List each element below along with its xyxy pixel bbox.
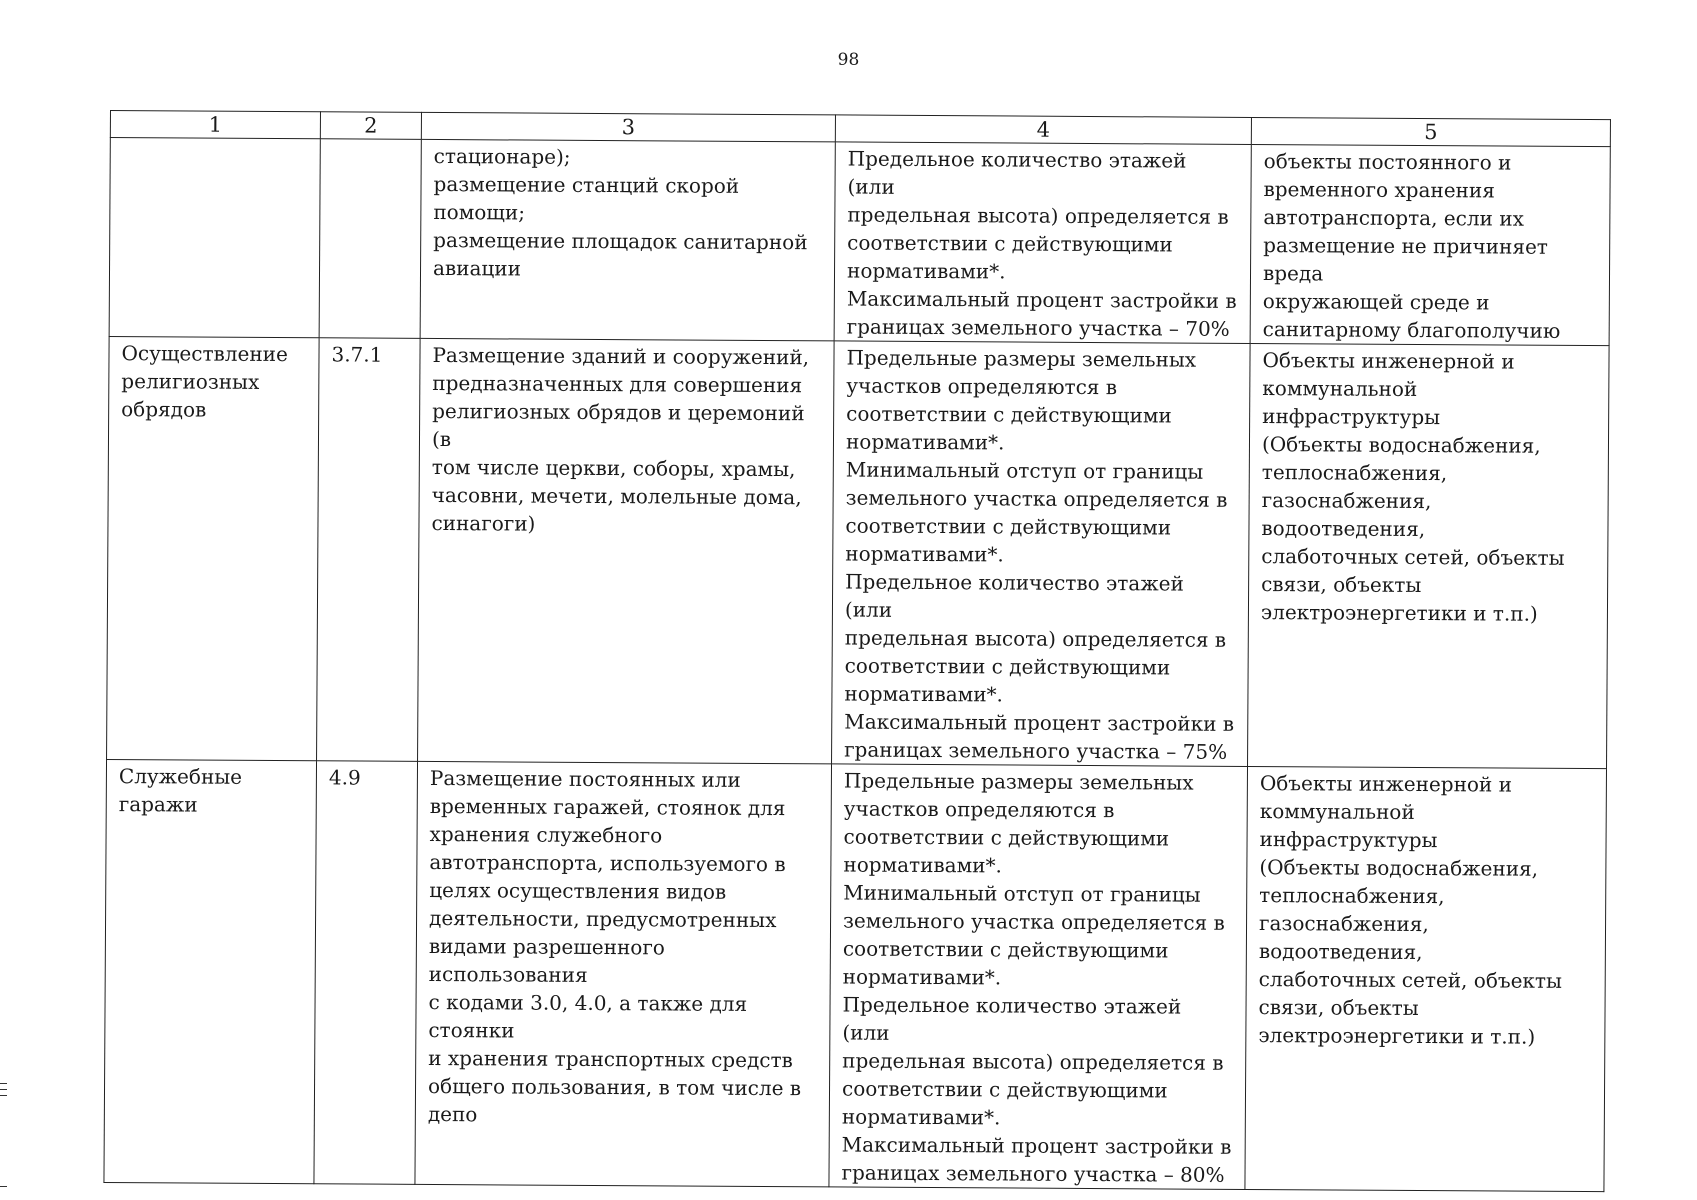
auxiliary-uses-cell: объекты постоянного и временного хранения автотранспорта, если их размещение не причиняет вреда окружающей среде и санитарному благополучию (1250, 144, 1610, 345)
use-code-cell: 4.9 (314, 761, 418, 1185)
land-use-table (103, 110, 1611, 1192)
use-code-cell: 3.7.1 (317, 338, 421, 762)
page-number: 98 (837, 50, 860, 70)
use-code-cell (319, 139, 421, 339)
use-name-cell: Служебные гаражи (104, 759, 317, 1183)
use-description-cell: Размещение постоянных или временных гаражей, стоянок для хранения служебного автотранспорта, используемого в целях осуществления видов деятельности, предусмотренных видами разрешенного использования с кодами 3.0, 4.0, а также для стоянки и хранения транспортных средств общего пользования, в том числе в депо (415, 761, 832, 1187)
parameters-cell: Предельные размеры земельных участков определяются в соответствии с действующими нормативами*. Минимальный отступ от границы земельного участка определяется в соответствии с действующими нормативами*. Предельное количество этажей (или предельная высота) определяется в соответствии с действующими нормативами*. Максимальный процент застройки в границах земельного участка – 75% (832, 341, 1251, 767)
scan-edge-mark (0, 1089, 7, 1090)
scan-edge-mark (0, 1083, 7, 1084)
use-description-cell: стационаре); размещение станций скорой помощи; размещение площадок санитарной авиации (420, 139, 835, 341)
header-col-4: 4 (835, 115, 1251, 145)
parameters-cell: Предельное количество этажей (или предельная высота) определяется в соответствии с действующими нормативами*. Максимальный процент застройки в границах земельного участка – 70% (834, 142, 1251, 344)
parameters-cell: Предельные размеры земельных участков определяются в соответствии с действующими нормативами*. Минимальный отступ от границы земельного участка определяется в соответствии с действующими нормативами*. Предельное количество этажей (или предельная высота) определяется в соответствии с действующими нормативами*. Максимальный процент застройки в границах земельного участка – 80% (829, 764, 1248, 1190)
header-col-2: 2 (320, 112, 421, 140)
use-name-cell: Осуществление религиозных обрядов (107, 336, 320, 760)
use-description-cell: Размещение зданий и сооружений, предназначенных для совершения религиозных обрядов и церемоний (в том числе церкви, соборы, храмы, часовни, мечети, молельные дома, синагоги) (418, 338, 835, 764)
auxiliary-uses-cell: Объекты инженерной и коммунальной инфраструктуры (Объекты водоснабжения, теплоснабжения, газоснабжения, водоотведения, слаботочных сетей, объекты связи, объекты электроэнергетики и т.п.) (1248, 343, 1610, 768)
scan-edge-mark (0, 1095, 7, 1096)
scan-edge-mark (0, 1186, 7, 1187)
table-row (109, 138, 1610, 346)
table-row (107, 336, 1610, 768)
auxiliary-uses-cell: Объекты инженерной и коммунальной инфраструктуры (Объекты водоснабжения, теплоснабжения, газоснабжения, водоотведения, слаботочных сетей, объекты связи, объекты электроэнергетики и т.п.) (1245, 766, 1607, 1191)
table-row (104, 759, 1607, 1191)
header-col-1: 1 (110, 111, 320, 139)
use-name-cell (109, 138, 320, 338)
header-col-3: 3 (421, 112, 835, 142)
header-col-5: 5 (1251, 117, 1610, 146)
